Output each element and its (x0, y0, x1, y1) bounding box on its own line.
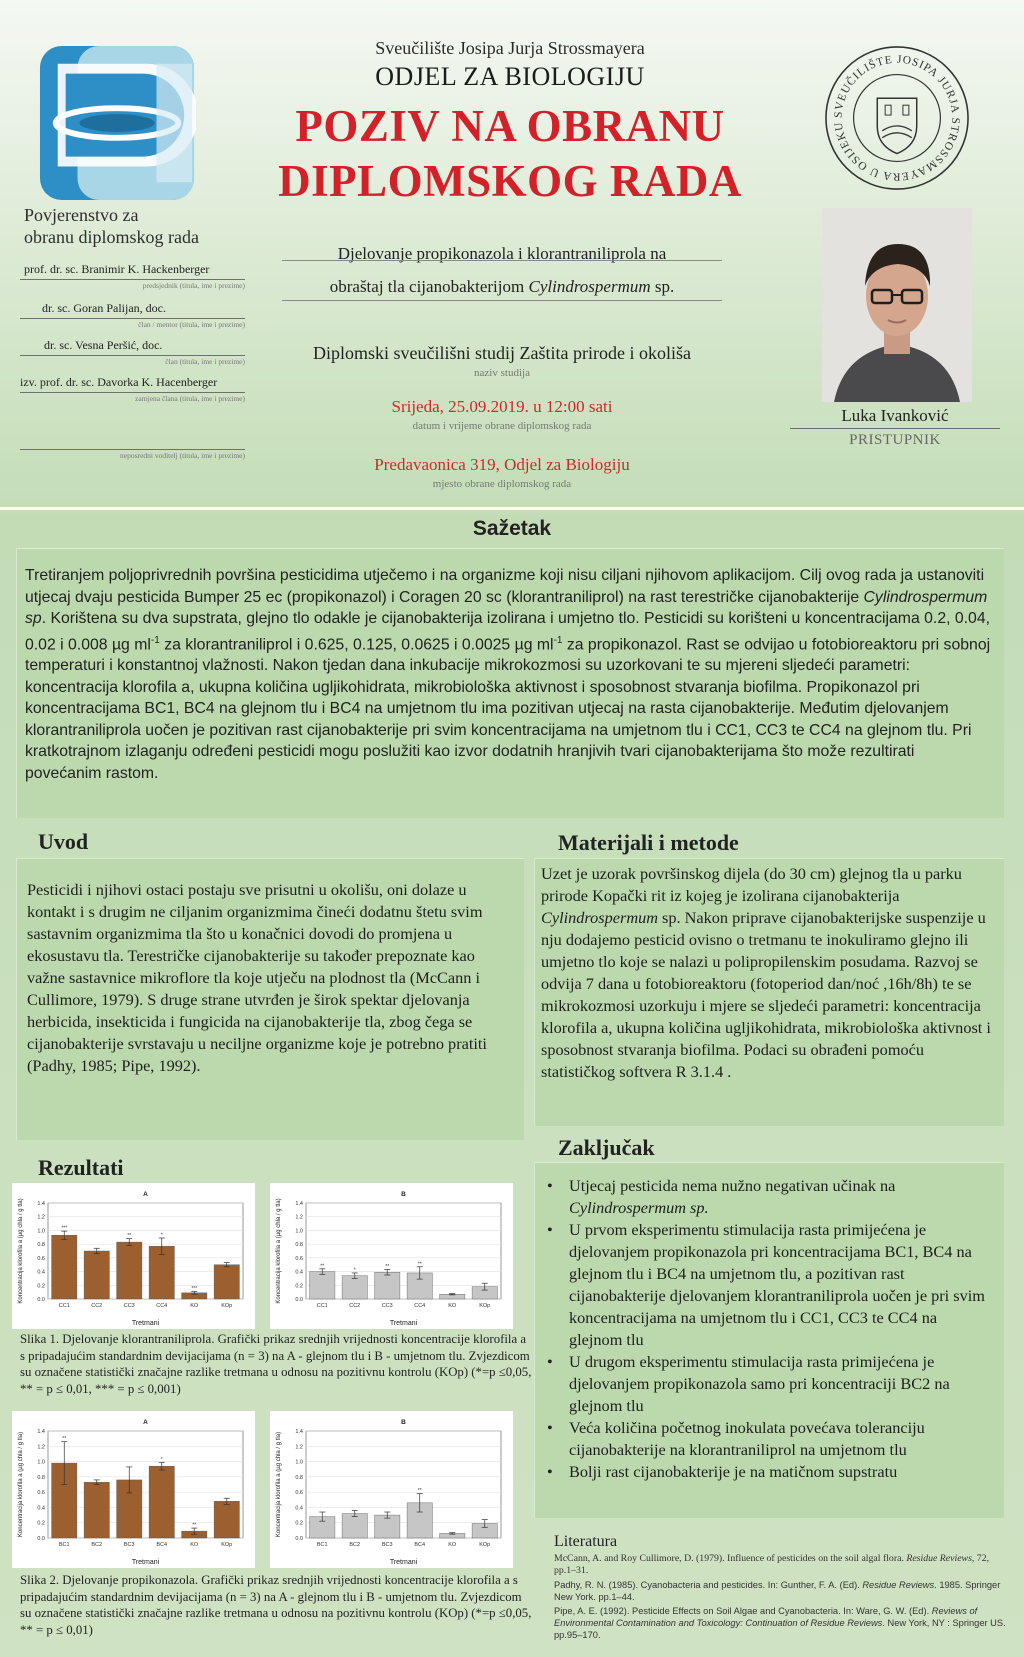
x-axis-label: Tretmani (389, 1559, 418, 1566)
uvod-text: Pesticidi i njihovi ostaci postaju sve prisutni u okolišu, oni dolaze u kontakt i s drugim ne ciljanim organizmima čineći dodatnu štetu svim sastavnim organizmima tla što u konačnici dovodi do promjena u ekosustavu tla. Terestričke cijanobakterije su također prepoznate kao važne sastavnice mikroflore tla koje utječu na plodnost tla (McCann i Cullimore, 1979). S druge strane utvrđen je širok spektar djelovanja herbicida, insekticida i fungicida na cijanobakterije tla, zbog čega se cijanobakterije svrstavaju u neciljne organizme koje je potrebno pratiti (Padhy, 1985; Pipe, 1992). (16, 858, 524, 1140)
y-tick-label: 1.2 (37, 1214, 45, 1221)
y-tick-label: 0.8 (295, 1474, 303, 1481)
y-tick-label: 0.6 (295, 1255, 303, 1262)
plot-frame (306, 1203, 501, 1299)
x-tick-label: KOp (479, 1542, 491, 1548)
committee-title: Povjerenstvo za obranu diplomskog rada (24, 205, 199, 247)
candidate-name: Luka Ivanković (790, 406, 1000, 429)
y-tick-label: 0.8 (295, 1242, 303, 1249)
bar (117, 1242, 142, 1299)
department-name: ODJEL ZA BIOLOGIJU (375, 62, 645, 91)
x-tick-label: CC4 (414, 1303, 426, 1309)
chart-fig1-b (270, 1183, 513, 1329)
y-tick-label: 1.4 (295, 1201, 303, 1207)
x-tick-label: BC2 (91, 1542, 103, 1548)
zakljucak-list (534, 1162, 1004, 1518)
conclusion-item: • U prvom eksperimentu stimulacija rasta primijećena je djelovanjem propikonazola pri koncentracijama BC1, BC4 na glejnom tlu i BC4 na umjetnom tlu, a pozitivan rast cijanobakterije djelovanjem klorantraniliprola uočen je pri svim koncentracijama na umjetnom tlu i CC1, CC3 te CC4 na glejnom tlu (541, 1219, 992, 1351)
bar (342, 1276, 367, 1299)
reference-item: McCann, A. and Roy Cullimore, D. (1979). Influence of pesticides on the soil algal flora. Residue Reviews, 72, pp.1–31. (554, 1553, 990, 1576)
bar (149, 1466, 174, 1538)
chart-fig1-a (12, 1183, 255, 1329)
rezultati-heading: Rezultati (38, 1155, 124, 1180)
y-tick-label: 1.4 (37, 1429, 45, 1435)
metode-heading: Materijali i metode (558, 830, 739, 855)
x-tick-label: KOp (479, 1303, 491, 1309)
bar (310, 1272, 335, 1299)
significance-label: * (353, 1267, 356, 1274)
thesis-title-line1: Djelovanje propikonazola i klorantraniliprola na (337, 244, 667, 263)
committee-member-president: prof. dr. sc. Branimir K. Hackenberger predsjednik (titula, ime i prezime) (20, 262, 245, 290)
x-tick-label: BC3 (123, 1542, 135, 1548)
section-divider (0, 507, 1024, 510)
conclusion-item: • Utjecaj pesticida nema nužno negativan učinak na Cylindrospermum sp. (541, 1175, 992, 1219)
x-axis-label: Tretmani (131, 1320, 160, 1327)
significance-label: ** (385, 1264, 390, 1271)
y-tick-label: 1.2 (295, 1214, 303, 1221)
chart-title: A (143, 1191, 148, 1198)
x-tick-label: KO (190, 1303, 199, 1309)
x-tick-label: BC4 (414, 1542, 426, 1548)
x-axis-label: Tretmani (131, 1559, 160, 1566)
y-tick-label: 0.6 (295, 1490, 303, 1497)
title-underline (282, 260, 722, 261)
y-tick-label: 1.4 (295, 1429, 303, 1435)
figure1-caption: Slika 1. Djelovanje klorantraniliprola. Grafički prikaz srednjih vrijednosti koncentracije klorofila a s pripadajućim standardnim devijacijama (n = 3) na A - glejnom tlu i B - umjetnom tlu. Zvjezdicom su označene statistički značajne razlike tretmana u odnosu na pozitivnu kontrolu (KOp) (*=p ≤0,05, ** = p ≤ 0,01, *** = p ≤ 0,001) (20, 1332, 532, 1396)
invitation-title-line2: DIPLOMSKOG RADA (278, 156, 742, 206)
y-tick-label: 1.0 (37, 1459, 45, 1466)
y-tick-label: 1.0 (37, 1228, 45, 1235)
significance-label: ** (62, 1436, 67, 1443)
y-tick-label: 0.4 (295, 1505, 303, 1512)
y-tick-label: 0.4 (37, 1269, 45, 1276)
reference-list (554, 1553, 1006, 1641)
x-tick-label: BC1 (316, 1542, 328, 1548)
invitation-title-line1: POZIV NA OBRANU (295, 101, 725, 151)
significance-label: ** (192, 1522, 197, 1529)
x-tick-label: BC3 (381, 1542, 393, 1548)
bar (52, 1235, 77, 1299)
y-tick-label: 1.0 (295, 1228, 303, 1235)
y-tick-label: 1.2 (37, 1444, 45, 1451)
y-axis-label: Koncentracija klorofila a (µg chla / g tla) (18, 1198, 24, 1304)
bar (214, 1265, 239, 1299)
y-tick-label: 1.0 (295, 1459, 303, 1466)
y-tick-label: 0.2 (37, 1520, 45, 1527)
significance-label: ** (417, 1261, 422, 1268)
x-tick-label: CC2 (349, 1303, 361, 1309)
y-tick-label: 0.6 (37, 1255, 45, 1262)
y-tick-label: 0.8 (37, 1474, 45, 1481)
chart-title: B (401, 1191, 406, 1198)
figure2-caption: Slika 2. Djelovanje propikonazola. Grafički prikaz srednjih vrijednosti koncentracije klorofila a s pripadajućim standardnim devijacijama (n = 3) na A - glejnom tlu i B - umjetnom tlu. Zvjezdicom su označene statistički značajne razlike tretmana u odnosu na pozitivnu kontrolu (KOp) (*=p ≤0,05, ** = p ≤ 0,01) (20, 1573, 532, 1637)
chart-fig2-a (12, 1411, 255, 1568)
place-label: mjesto obrane diplomskog rada (432, 478, 572, 490)
candidate-role: PRISTUPNIK (849, 432, 941, 448)
bar (375, 1272, 400, 1299)
study-program: Diplomski sveučilišni studij Zaštita prirode i okoliša (313, 343, 691, 363)
x-tick-label: KOp (221, 1542, 233, 1548)
department-logo (38, 44, 196, 202)
zakljucak-heading: Zaključak (558, 1135, 655, 1160)
literatura-heading: Literatura (554, 1533, 618, 1550)
abstract-heading: Sažetak (472, 517, 552, 540)
plot-frame (48, 1431, 243, 1538)
committee-member: dr. sc. Vesna Peršić, doc. član (titula, ime i prezime) (20, 338, 245, 366)
university-name: Sveučilište Josipa Jurja Strossmayera (375, 38, 645, 58)
bar (375, 1515, 400, 1538)
y-tick-label: 0.6 (37, 1490, 45, 1497)
title-underline (282, 300, 722, 301)
x-tick-label: CC1 (58, 1303, 70, 1309)
bar (342, 1514, 367, 1538)
reference-item: Padhy, R. N. (1985). Cyanobacteria and pesticides. In: Gunther, F. A. (Ed). Residue Reviews. 1985. Springer New York. pp.1–44. (554, 1580, 1001, 1602)
study-label: naziv studija (474, 367, 530, 379)
y-tick-label: 1.4 (37, 1201, 45, 1207)
chart-title: A (143, 1419, 148, 1426)
defense-place: Predavaonica 319, Odjel za Biologiju (374, 455, 630, 474)
x-tick-label: KO (190, 1542, 199, 1548)
x-tick-label: CC4 (156, 1303, 168, 1309)
y-tick-label: 0.2 (295, 1520, 303, 1527)
significance-label: ** (127, 1233, 132, 1240)
significance-label: ** (320, 1263, 325, 1270)
abstract-text: Tretiranjem poljoprivrednih površina pesticidima utječemo i na organizme koji nisu ciljani njihovom aplikacijom. Cilj ovog rada ja ustanoviti utjecaj dvaju pesticida Bumper 25 ec (propikonazol) i Coragen 20 sc (klorantraniliprol) na rast terestričke cijanobakterije Cylindrospermum sp. Korištena su dva supstrata, glejno tlo odakle je cijanobakterija izolirana i umjetno tlo. Pesticidi su korišteni u koncentracijama 0.2, 0.04, 0.02 i 0.008 µg $ml^{-1}$ za klorantraniliprol i 0.625, 0.125, 0.0625 i 0.0025 µg $ml^{-1}$ za propikonazol. Rast se odvijao u fotobioreaktoru pri sobnoj temperaturi i konstantnoj vlažnosti. Nakon tjedan dana inkubacije mikrokozmosi su uzorkovani te su mjereni sljedeći parametri: koncentracija klorofila a, ukupna količina ugljikohidrata, mikrobiološka aktivnost i sposobnost stvaranja biofilma. Propikonazol pri koncentracijama BC1, BC4 na glejnom tlu i BC4 na umjetnom tlu ima pozitivan utjecaj na rasta cijanobakterije. Međutim djelovanjem klorantraniliprola uočen je pozitivan rast cijanobakterije pri svim koncentracijama na umjetnom tlu i CC1, CC3 te CC4 na glejnom tlu. Pri kratkotrajnom izlaganju određeni pesticidi mogu poslužiti kao izvor dodatnih hranjivih tvari cijanobakterijama što može rezultirati povećanim rastom. (16, 548, 1004, 818)
x-tick-label: CC2 (91, 1303, 103, 1309)
seal-text: SVEUČILIŠTE JOSIPA JURJA STROSSMAYERA U OSIJEKU (832, 53, 962, 183)
y-axis-label: Koncentracija klorofila a (µg chla / g tla) (18, 1431, 24, 1538)
committee-supervisor: neposredni voditelj (titula, ime i prezime) (20, 433, 245, 460)
significance-label: *** (61, 1225, 68, 1232)
y-tick-label: 0.0 (37, 1536, 45, 1542)
reference-item: Pipe, A. E. (1992). Pesticide Effects on Soil Algae and Cyanobacteria. In: Ware, G. W. (Ed). Reviews of Environmental Contamination and Toxicology: Continuation of Residue Reviews. New York, NY : Springer US. pp.95–170. (554, 1606, 1006, 1640)
y-tick-label: 0.0 (295, 1536, 303, 1542)
datetime-label: datum i vrijeme obrane diplomskog rada (412, 420, 592, 432)
x-tick-label: CC3 (381, 1303, 393, 1309)
y-axis-label: Koncentracija klorofila a (µg chla / g tla) (276, 1198, 282, 1304)
bar (84, 1482, 109, 1538)
x-tick-label: BC1 (58, 1542, 70, 1548)
defense-datetime: Srijeda, 25.09.2019. u 12:00 sati (391, 397, 613, 416)
x-axis-label: Tretmani (389, 1320, 418, 1327)
x-tick-label: KO (448, 1542, 457, 1548)
candidate-photo (822, 208, 972, 402)
y-tick-label: 0.2 (37, 1283, 45, 1290)
bar (214, 1501, 239, 1538)
uvod-heading: Uvod (38, 829, 89, 854)
y-tick-label: 0.0 (37, 1297, 45, 1303)
bar (84, 1251, 109, 1299)
plot-frame (306, 1431, 501, 1538)
y-tick-label: 0.4 (295, 1269, 303, 1276)
chart-title: B (401, 1419, 406, 1426)
y-tick-label: 0.0 (295, 1297, 303, 1303)
y-tick-label: 0.8 (37, 1242, 45, 1249)
significance-label: * (160, 1456, 163, 1463)
y-axis-label: Koncentracija klorofila a (µg chla / g tla) (276, 1431, 282, 1538)
plot-frame (48, 1203, 243, 1299)
conclusion-item: • Veća količina početnog inokulata povećava toleranciju cijanobakterije na klorantraniliprol na umjetnom tlu (541, 1417, 992, 1461)
x-tick-label: CC3 (123, 1303, 135, 1309)
conclusion-item: • Bolji rast cijanobakterije je na matičnom supstratu (541, 1461, 992, 1483)
x-tick-label: BC4 (156, 1542, 168, 1548)
metode-text: Uzet je uzorak površinskog dijela (do 30 cm) glejnog tla u parku prirode Kopački rit iz kojeg je izolirana cijanobakterija Cylindrospermum sp. Nakon priprave cijanobakterijske suspenzije u nju dodajemo pesticid ovisno o tretmanu te inokuliramo glejno ili umjetno tlo koje se nalazi u polipropilenskim posudama. Razvoj se odvija 7 dana u fotobioreaktoru (fotoperiod dan/noć ,16h/8h) te se mikrokozmosi uzorkuju i mjere se sljedeći parametri: koncentracija klorofila a, ukupna količina ugljikohidrata, mikrobiološka aktivnost i sposobnost stvaranja biofilma. Podaci su obrađeni pomoću statističkog softvera R 3.1.4 . (534, 858, 1004, 1126)
significance-label: * (160, 1232, 163, 1239)
committee-member-mentor: dr. sc. Goran Palijan, doc. član / mentor (titula, ime i prezime) (20, 301, 245, 329)
university-seal (823, 44, 971, 192)
chart-fig2-b (270, 1411, 513, 1568)
significance-label: *** (191, 1285, 198, 1292)
x-tick-label: CC1 (316, 1303, 328, 1309)
x-tick-label: KO (448, 1303, 457, 1309)
committee-member-substitute: izv. prof. dr. sc. Davorka K. Hacenberger zamjena člana (titula, ime i prezime) (20, 375, 245, 403)
y-tick-label: 1.2 (295, 1444, 303, 1451)
x-tick-label: BC2 (349, 1542, 361, 1548)
x-tick-label: KOp (221, 1303, 233, 1309)
y-tick-label: 0.4 (37, 1505, 45, 1512)
significance-label: ** (417, 1488, 422, 1495)
conclusion-item: • U drugom eksperimentu stimulacija rasta primijećena je djelovanjem propikonazola samo pri koncentraciji BC2 na glejnom tlu (541, 1351, 992, 1417)
thesis-title-line2: obraštaj tla cijanobakterijom Cylindrospermum sp. (329, 277, 675, 296)
y-tick-label: 0.2 (295, 1283, 303, 1290)
